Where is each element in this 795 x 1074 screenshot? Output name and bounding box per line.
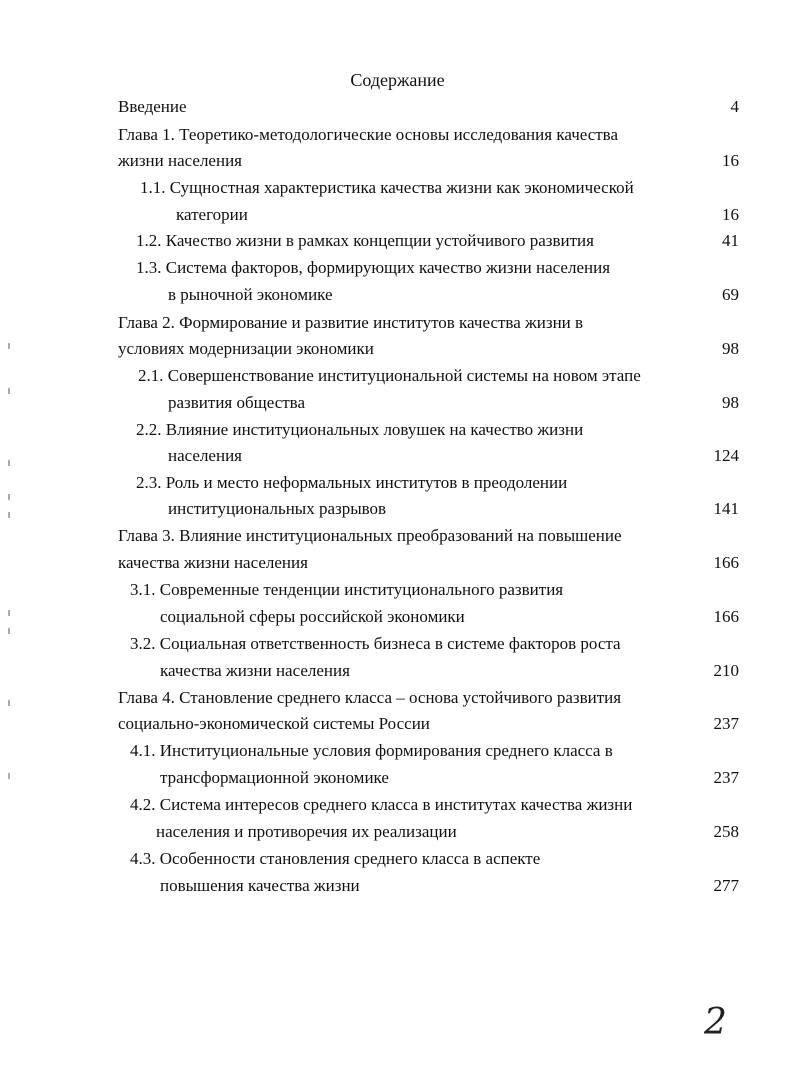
toc-entry-2-1: 2.1. Совершенствование институциональной системы на новом этапе [138,366,641,385]
toc-entry-4-1-cont: трансформационной экономике [160,768,389,787]
toc-entry-3-1: 3.1. Современные тенденции институционального развития [130,580,564,599]
scan-speck [8,610,10,616]
toc-page-num: 166 [713,553,739,572]
scan-speck [8,460,10,466]
toc-entry-chapter-2: Глава 2. Формирование и развитие институтов качества жизни в [118,313,584,332]
toc-entry-4-2: 4.2. Система интересов среднего класса в институтах качества жизни [130,795,633,814]
scan-speck [8,512,10,518]
toc-entry-4-3-cont: повышения качества жизни [160,876,360,895]
toc-entry-chapter-1-cont: жизни населения [118,151,242,170]
toc-entry-chapter-4-cont: социально-экономической системы России [118,714,430,733]
toc-entry-1-2: 1.2. Качество жизни в рамках концепции устойчивого развития [136,231,594,250]
toc-entry-1-3-cont: в рыночной экономике [168,285,333,304]
toc-entry-2-3-cont: институциональных разрывов [168,499,387,518]
scan-speck [8,494,10,500]
toc-entry-2-3: 2.3. Роль и место неформальных институтов в преодолении [136,473,568,492]
toc-page-num: 237 [713,714,739,733]
toc-entry-intro: Введение [118,97,187,116]
toc-page-num: 237 [713,768,739,787]
toc-title: Содержание [350,70,445,90]
toc-entry-4-2-cont: населения и противоречия их реализации [156,822,457,841]
toc-page-num: 166 [713,607,739,626]
scan-speck [8,628,10,634]
scan-speck [8,343,10,349]
toc-entry-chapter-3: Глава 3. Влияние институциональных преобразований на повышение [118,526,622,545]
toc-page-num: 210 [713,661,739,680]
handwritten-page-number: 2 [704,1002,727,1043]
toc-page-num: 258 [713,822,739,841]
toc-page-num: 16 [722,151,739,170]
toc-entry-1-3: 1.3. Система факторов, формирующих качество жизни населения [136,258,611,277]
toc-entry-1-1-cont: категории [176,205,248,224]
toc-entry-chapter-4: Глава 4. Становление среднего класса – основа устойчивого развития [118,688,622,707]
toc-entry-2-1-cont: развития общества [168,393,306,412]
toc-entry-2-2-cont: населения [168,446,242,465]
scan-speck [8,700,10,706]
scan-speck [8,773,10,779]
toc-entry-4-3: 4.3. Особенности становления среднего класса в аспекте [130,849,541,868]
toc-entry-1-1: 1.1. Сущностная характеристика качества жизни как экономической [140,178,634,197]
toc-entry-3-1-cont: социальной сферы российской экономики [160,607,465,626]
toc-page-num: 41 [722,231,739,250]
toc-page-num: 16 [722,205,739,224]
toc-entry-chapter-3-cont: качества жизни населения [118,553,308,572]
toc-page-num: 98 [722,339,739,358]
toc-page-num: 4 [730,97,739,116]
toc-entry-chapter-1: Глава 1. Теоретико-методологические основы исследования качества [118,125,619,144]
scan-speck [8,388,10,394]
toc-page-num: 98 [722,393,739,412]
toc-page-num: 277 [713,876,739,895]
toc-entry-chapter-2-cont: условиях модернизации экономики [118,339,374,358]
toc-entry-3-2-cont: качества жизни населения [160,661,350,680]
toc-page-num: 124 [713,446,739,465]
toc-entry-3-2: 3.2. Социальная ответственность бизнеса в системе факторов роста [130,634,621,653]
toc-page-num: 141 [713,499,739,518]
toc-page-num: 69 [722,285,739,304]
toc-entry-4-1: 4.1. Институциональные условия формирования среднего класса в [130,741,613,760]
toc-entry-2-2: 2.2. Влияние институциональных ловушек на качество жизни [136,420,584,439]
